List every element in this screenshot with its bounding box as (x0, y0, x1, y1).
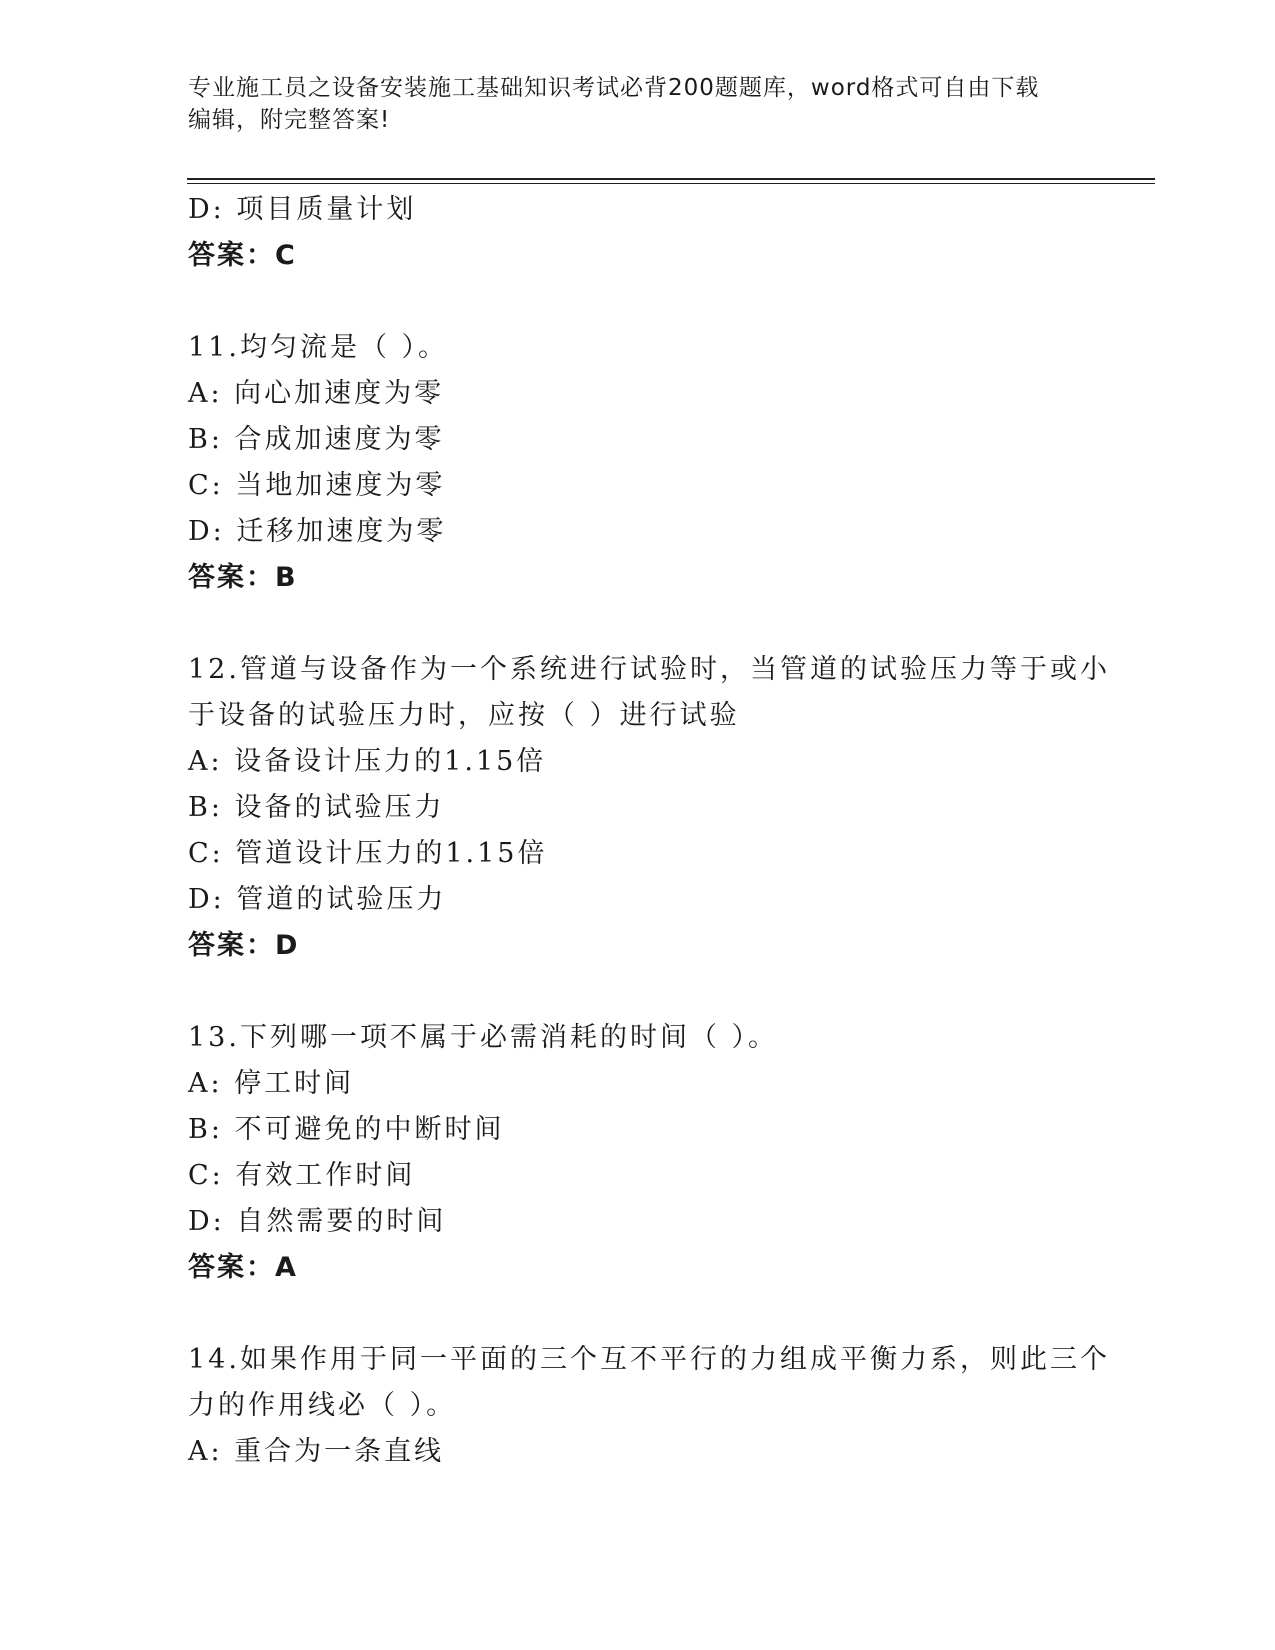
question-13 (188, 1015, 1088, 1291)
document-header (188, 72, 1068, 136)
question-stem-continued: 力的作用线必（ ）。 (188, 1390, 457, 1421)
question-stem: 11.均匀流是（ ）。 (188, 332, 449, 363)
question-14 (188, 1337, 1110, 1475)
option-d: D: 迁移加速度为零 (188, 516, 447, 547)
option-d: D: 自然需要的时间 (188, 1206, 447, 1237)
answer: 答案：D (188, 930, 300, 961)
option-c: C: 有效工作时间 (188, 1160, 416, 1191)
header-line-2: 编辑，附完整答案! (188, 107, 391, 133)
question-stem: 12.管道与设备作为一个系统进行试验时，当管道的试验压力等于或小 (188, 654, 1110, 685)
header-divider-thick (187, 178, 1155, 180)
previous-answer: 答案：C (188, 240, 297, 271)
question-stem-continued: 于设备的试验压力时，应按（ ）进行试验 (188, 700, 740, 731)
answer: 答案：B (188, 562, 298, 593)
option-d: D: 管道的试验压力 (188, 884, 447, 915)
option-b: B: 设备的试验压力 (188, 792, 445, 823)
question-12 (188, 647, 1110, 969)
option-a: A: 设备设计压力的1.15倍 (188, 746, 547, 777)
previous-option-d: D: 项目质量计划 (188, 194, 417, 225)
option-a: A: 停工时间 (188, 1068, 355, 1099)
question-stem: 13.下列哪一项不属于必需消耗的时间（ ）。 (188, 1022, 779, 1053)
option-a: A: 重合为一条直线 (188, 1436, 445, 1467)
option-c: C: 管道设计压力的1.15倍 (188, 838, 548, 869)
answer: 答案：A (188, 1252, 298, 1283)
question-list (188, 187, 1110, 1475)
option-b: B: 合成加速度为零 (188, 424, 445, 455)
question-stem: 14.如果作用于同一平面的三个互不平行的力组成平衡力系，则此三个 (188, 1344, 1110, 1375)
option-c: C: 当地加速度为零 (188, 470, 446, 501)
header-divider-thin (187, 183, 1155, 184)
header-line-1: 专业施工员之设备安装施工基础知识考试必背200题题库，word格式可自由下载 (188, 75, 1040, 101)
option-a: A: 向心加速度为零 (188, 378, 445, 409)
question-11 (188, 325, 1088, 601)
option-b: B: 不可避免的中断时间 (188, 1114, 505, 1145)
